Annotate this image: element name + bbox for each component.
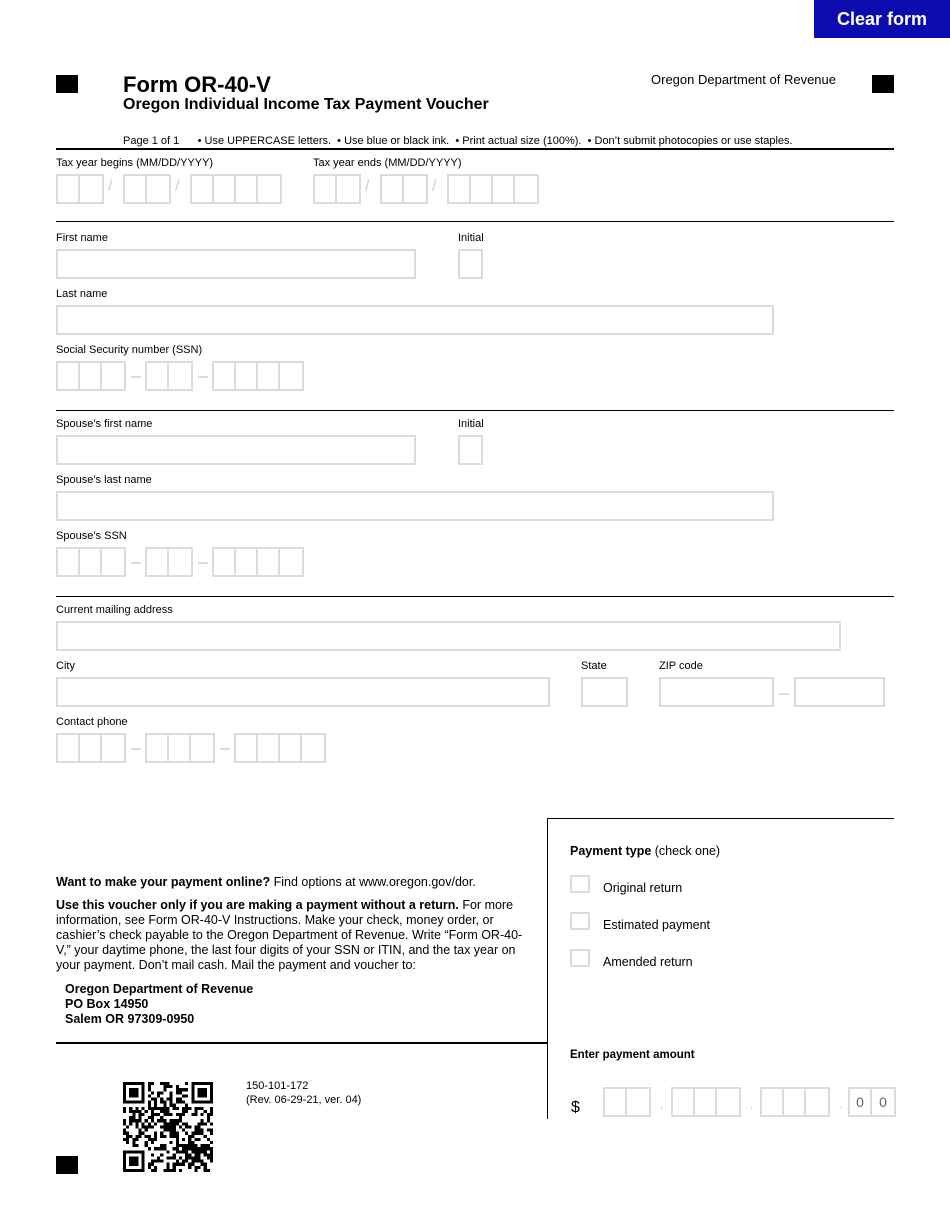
thousands-separator: , (660, 1097, 664, 1111)
payment-panel (547, 818, 894, 1119)
city-label: City (56, 660, 75, 672)
qr-code (123, 1082, 213, 1172)
tax-year-ends-label: Tax year ends (MM/DD/YYYY) (313, 157, 462, 169)
registration-mark-top-right (872, 75, 894, 93)
initial-label: Initial (458, 232, 484, 244)
zip-field[interactable] (659, 677, 774, 707)
mailing-address-label: Current mailing address (56, 604, 173, 616)
form-subtitle: Oregon Individual Income Tax Payment Voucher (123, 96, 489, 113)
spouse-first-name-field[interactable] (56, 435, 416, 465)
ssn-serial-field[interactable] (212, 361, 304, 391)
voucher-instructions (56, 898, 526, 973)
voucher-instructions-bold: Use this voucher only if you are making a payment without a return. (56, 898, 459, 912)
section-divider (56, 410, 894, 411)
payment-type-heading (570, 844, 720, 859)
mailing-address-field[interactable] (56, 621, 841, 651)
spouse-last-name-label: Spouse’s last name (56, 474, 152, 486)
spouse-ssn-serial-field[interactable] (212, 547, 304, 577)
tax-year-begins-day[interactable] (123, 174, 171, 204)
phone-prefix-field[interactable] (145, 733, 215, 763)
form-number: 150-101-172 (246, 1080, 309, 1092)
last-name-field[interactable] (56, 305, 774, 335)
section-divider (56, 596, 894, 597)
tax-year-begins-month[interactable] (56, 174, 104, 204)
date-slash: / (432, 178, 437, 195)
spouse-ssn-group-field[interactable] (145, 547, 193, 577)
spouse-last-name-field[interactable] (56, 491, 774, 521)
ssn-dash (198, 376, 208, 378)
payment-amount-label: Enter payment amount (570, 1049, 695, 1061)
ssn-dash (198, 562, 208, 564)
mailing-address-block (65, 982, 253, 1027)
spouse-ssn-label: Spouse’s SSN (56, 530, 127, 542)
contact-phone-label: Contact phone (56, 716, 128, 728)
payment-type-bold: Payment type (570, 844, 652, 858)
zip-dash (779, 693, 789, 695)
zip-extension-field[interactable] (794, 677, 885, 707)
spouse-initial-label: Initial (458, 418, 484, 430)
tax-year-ends-year[interactable] (447, 174, 539, 204)
ssn-dash (131, 376, 141, 378)
address-line: Oregon Department of Revenue (65, 982, 254, 996)
agency-name: Oregon Department of Revenue (651, 72, 836, 87)
payment-thousands-field[interactable] (671, 1087, 741, 1117)
payment-cents-field[interactable] (848, 1087, 896, 1117)
form-revision: (Rev. 06-29-21, ver. 04) (246, 1094, 362, 1106)
section-divider (56, 221, 894, 222)
original-return-label: Original return (603, 881, 683, 895)
registration-mark-top-left (56, 75, 78, 93)
spouse-first-name-label: Spouse’s first name (56, 418, 153, 430)
online-payment-text: Find options at www.oregon.gov/dor. (270, 875, 476, 889)
spouse-initial-field[interactable] (458, 435, 483, 465)
dollar-sign: $ (571, 1099, 580, 1116)
payment-millions-field[interactable] (603, 1087, 651, 1117)
date-slash: / (175, 178, 180, 195)
form-title: Form OR-40-V (123, 72, 271, 97)
voucher-instructions-text: For more information, see Form OR-40-V Instructions. Make your check, money order, or cashier’s check payable to the Oregon Department of Revenue. Write “Form OR-40-V,” your daytime phone, the last four digits of your SSN or ITIN, and the tax year on your payment. Don’t mail cash. Mail the payment and voucher to: (56, 898, 523, 972)
tax-year-ends-month[interactable] (313, 174, 361, 204)
first-name-field[interactable] (56, 249, 416, 279)
estimated-payment-label: Estimated payment (603, 918, 710, 932)
payment-type-hint: (check one) (651, 844, 721, 858)
state-field[interactable] (581, 677, 628, 707)
original-return-checkbox[interactable] (570, 875, 590, 893)
clear-form-button[interactable]: Clear form (814, 0, 950, 38)
ssn-area-field[interactable] (56, 361, 126, 391)
decimal-point: . (839, 1097, 843, 1111)
estimated-payment-checkbox[interactable] (570, 912, 590, 930)
ssn-dash (131, 562, 141, 564)
date-slash: / (365, 178, 370, 195)
amended-return-label: Amended return (603, 955, 693, 969)
thousands-separator: , (750, 1097, 754, 1111)
amended-return-checkbox[interactable] (570, 949, 590, 967)
city-field[interactable] (56, 677, 550, 707)
cents-digit: 0 (850, 1089, 872, 1115)
ssn-group-field[interactable] (145, 361, 193, 391)
phone-dash (131, 748, 141, 750)
ssn-label: Social Security number (SSN) (56, 344, 203, 356)
header-divider (56, 148, 894, 150)
spouse-ssn-area-field[interactable] (56, 547, 126, 577)
phone-line-field[interactable] (234, 733, 326, 763)
form-instructions: Page 1 of 1 • Use UPPERCASE letters. • Use blue or black ink. • Print actual size (100%). • Don’t submit photocopies or use staples. (123, 135, 793, 147)
voucher-divider (56, 1042, 548, 1044)
phone-area-code-field[interactable] (56, 733, 126, 763)
registration-mark-bottom-left (56, 1156, 78, 1174)
tax-year-ends-day[interactable] (380, 174, 428, 204)
tax-year-begins-label: Tax year begins (MM/DD/YYYY) (56, 157, 214, 169)
address-line: PO Box 14950 (65, 997, 149, 1011)
zip-label: ZIP code (659, 660, 703, 672)
cents-digit: 0 (879, 1094, 887, 1110)
tax-year-begins-year[interactable] (190, 174, 282, 204)
online-payment-note (56, 875, 526, 890)
date-slash: / (108, 178, 113, 195)
initial-field[interactable] (458, 249, 483, 279)
payment-hundreds-field[interactable] (760, 1087, 830, 1117)
online-payment-bold: Want to make your payment online? (56, 875, 271, 889)
address-line: Salem OR 97309-0950 (65, 1012, 195, 1026)
state-label: State (581, 660, 607, 672)
phone-dash (220, 748, 230, 750)
first-name-label: First name (56, 232, 108, 244)
last-name-label: Last name (56, 288, 108, 300)
